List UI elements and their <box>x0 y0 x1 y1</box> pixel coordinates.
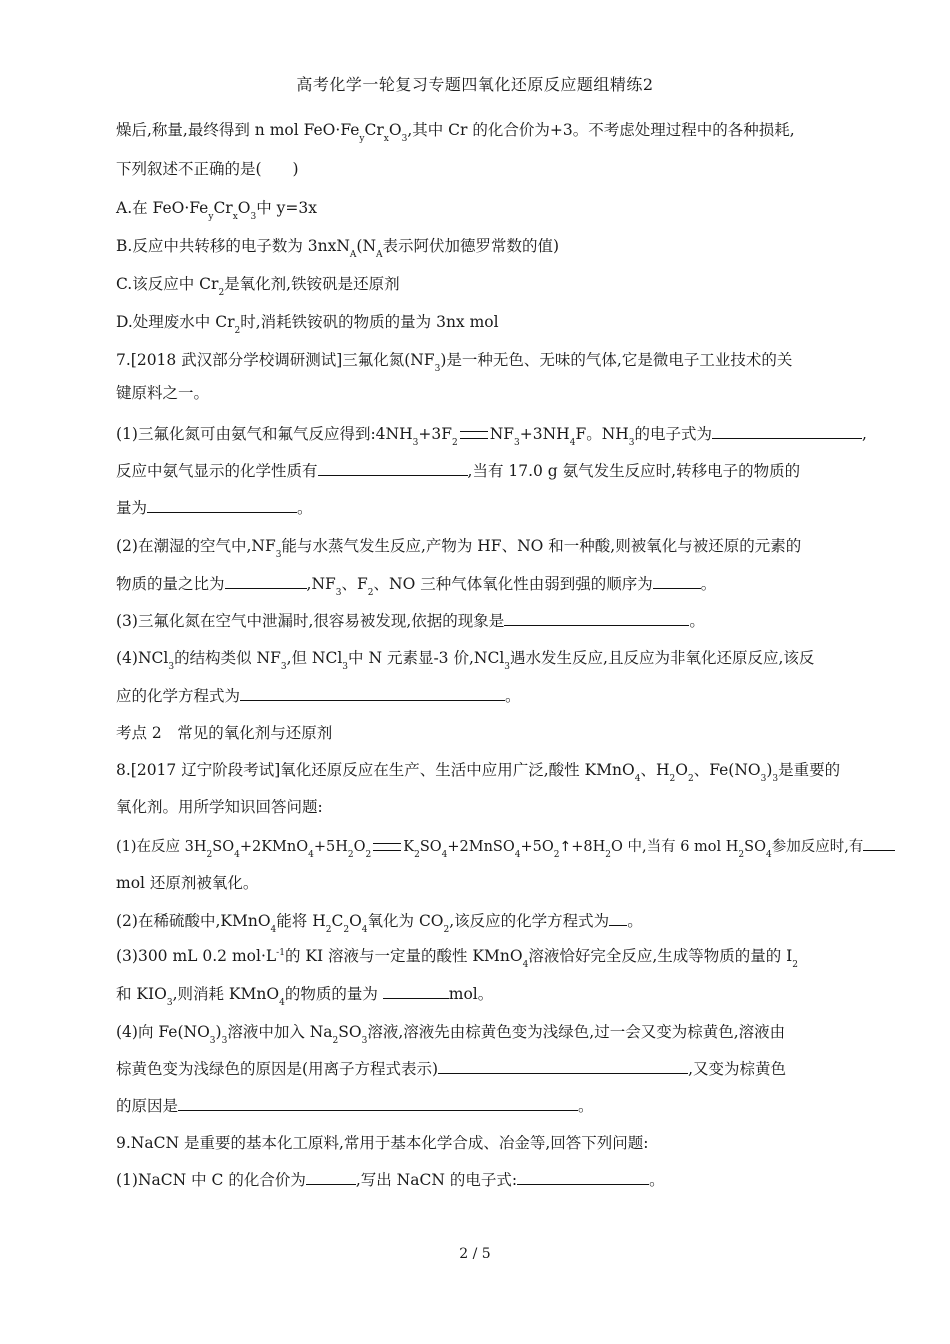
text: SO <box>744 839 766 855</box>
text: O <box>349 912 362 930</box>
subscript: A <box>349 250 357 260</box>
q7-part-2 <box>116 536 801 559</box>
subscript: 2 <box>332 1036 339 1046</box>
subscript: x <box>232 212 238 222</box>
subscript: 2 <box>206 850 213 860</box>
q7-part-4-line-2 <box>116 686 521 706</box>
text: 7.[2018 武汉部分学校调研测试]三氟化氮(NF <box>116 351 435 369</box>
subscript: 3 <box>280 662 287 672</box>
text: 量为 <box>116 499 148 517</box>
answer-blank[interactable] <box>225 574 307 589</box>
text: 应的化学方程式为 <box>116 687 241 705</box>
q8-part-1-line-2 <box>116 873 258 893</box>
subscript: 2 <box>605 850 611 860</box>
subscript: 3 <box>434 364 441 374</box>
text: 反应中氨气显示的化学性质有 <box>116 462 318 480</box>
text: 的原因是 <box>116 1097 179 1115</box>
text: 是重要的 <box>778 761 841 779</box>
q8-part-4-line-2 <box>116 1059 786 1079</box>
q9-part-1 <box>116 1170 665 1190</box>
q8-part-3 <box>116 946 798 969</box>
text: 的结构类似 NF <box>174 649 281 667</box>
text: 。 <box>700 575 717 593</box>
text: 。 <box>578 1097 594 1115</box>
subscript: 3 <box>342 662 349 672</box>
text: 溶液,溶液先由棕黄色变为浅绿色,过一会又变为棕黄色,溶液由 <box>367 1023 786 1041</box>
text: 。 <box>689 612 705 630</box>
text: O <box>675 761 688 779</box>
subscript: 3 <box>166 998 173 1008</box>
text: 。 <box>649 1171 665 1189</box>
text: )是一种无色、无味的气体,它是微电子工业技术的关 <box>440 351 793 369</box>
answer-blank[interactable] <box>318 461 468 476</box>
text: 。 <box>505 687 521 705</box>
text: ) <box>766 761 773 779</box>
q8-part-1 <box>116 836 895 859</box>
text: ,该反应的化学方程式为 <box>449 912 610 930</box>
text: , <box>862 425 867 443</box>
subscript: 2 <box>553 850 560 860</box>
text: 和 KIO <box>116 985 167 1003</box>
subscript: 3 <box>221 1036 228 1046</box>
subscript: 4 <box>765 850 772 860</box>
text: (2)在潮湿的空气中,NF <box>116 537 276 555</box>
text: (3)300 mL 0.2 mol·L <box>116 947 277 965</box>
text: O 中,当有 6 mol H <box>611 839 739 855</box>
text: O <box>237 199 251 217</box>
text: ,当有 17.0 g 氨气发生反应时,转移电子的物质的 <box>467 462 801 480</box>
q9-line-1 <box>116 1133 649 1153</box>
text: 能将 H <box>276 912 326 930</box>
subscript: 2 <box>343 925 350 935</box>
text: (4)向 Fe(NO <box>116 1023 210 1041</box>
q7-part-1-line-2 <box>116 461 800 481</box>
subscript: 2 <box>325 925 332 935</box>
q6-option-a <box>116 198 317 221</box>
q7-part-4 <box>116 648 814 671</box>
text: 燥后,称量,最终得到 n mol FeO·Fe <box>116 121 360 139</box>
text: F。NH <box>575 425 629 443</box>
subscript: 4 <box>308 850 314 860</box>
subscript: 4 <box>234 850 240 860</box>
subscript: 2 <box>347 850 354 860</box>
text: 中 N 元素显-3 价,NCl <box>348 649 505 667</box>
text: 能与水蒸气发生反应,产物为 HF、NO 和一种酸,则被氧化与被还原的元素的 <box>281 537 802 555</box>
answer-blank[interactable] <box>517 1170 649 1185</box>
subscript: 3 <box>168 662 175 672</box>
equals-sign-icon <box>373 843 401 851</box>
answer-blank[interactable] <box>504 611 689 626</box>
answer-blank[interactable] <box>147 498 297 513</box>
subscript: 4 <box>634 774 641 784</box>
answer-blank[interactable] <box>438 1059 688 1074</box>
text: NF <box>489 425 515 443</box>
text: (4)NCl <box>116 649 169 667</box>
subscript: 4 <box>441 850 448 860</box>
subscript: 2 <box>738 850 745 860</box>
text: O <box>388 121 402 139</box>
page-number: 2 / 5 <box>459 1246 491 1262</box>
text: +3F <box>418 425 452 443</box>
text: 的 KI 溶液与一定量的酸性 KMnO <box>284 947 523 965</box>
text: ,NF <box>306 575 336 593</box>
q7-part-1-line-3 <box>116 498 313 518</box>
answer-blank[interactable] <box>609 911 627 926</box>
up-arrow-icon: ↑ <box>559 839 572 855</box>
text: ,又变为棕黄色 <box>688 1060 787 1078</box>
subscript: 3 <box>628 438 635 448</box>
text: A.在 FeO·Fe <box>116 199 209 217</box>
text: 物质的量之比为 <box>116 575 225 593</box>
answer-blank[interactable] <box>383 984 449 999</box>
text: 、NO 三种气体氧化性由弱到强的顺序为 <box>373 575 653 593</box>
subscript: 4 <box>522 960 529 970</box>
subscript: 2 <box>218 288 225 298</box>
text: (2)在稀硫酸中,KMnO <box>116 912 271 930</box>
superscript: -1 <box>276 948 285 958</box>
subscript: 3 <box>250 212 257 222</box>
q8-part-4-line-3 <box>116 1096 594 1116</box>
text: 溶液恰好完全反应,生成等物质的量的 I <box>528 947 793 965</box>
text: D.处理废水中 Cr <box>116 313 235 331</box>
subscript: 2 <box>687 774 694 784</box>
text: K <box>403 839 415 855</box>
text: (1)NaCN 中 C 的化合价为 <box>116 1171 306 1189</box>
subscript: 3 <box>504 662 511 672</box>
subscript: 2 <box>669 774 676 784</box>
answer-blank[interactable] <box>178 1096 578 1111</box>
answer-blank[interactable] <box>653 574 701 589</box>
text: +2KMnO <box>239 839 309 855</box>
text: Cr <box>213 199 233 217</box>
text: 棕黄色变为浅绿色的原因是(用离子方程式表示) <box>116 1060 439 1078</box>
text: mol 还原剂被氧化。 <box>116 874 259 892</box>
subscript: 4 <box>569 438 576 448</box>
subscript: 3 <box>772 774 779 784</box>
text: 表示阿伏加德罗常数的值) <box>382 237 560 255</box>
q6-option-d <box>116 312 499 335</box>
text: 参加反应时,有 <box>771 839 864 855</box>
text: B.反应中共转移的电子数为 3nxN <box>116 237 350 255</box>
text: 遇水发生反应,且反应为非氧化还原反应,该反 <box>510 649 815 667</box>
text: ,但 NCl <box>286 649 343 667</box>
text: (1)三氟化氮可由氨气和氟气反应得到:4NH <box>116 425 413 443</box>
text: +2MnSO <box>447 839 515 855</box>
q6-line-2 <box>116 159 299 179</box>
subscript: A <box>376 250 383 260</box>
subscript: y <box>359 134 365 144</box>
q8-part-2 <box>116 911 643 934</box>
subscript: 3 <box>760 774 767 784</box>
subscript: 2 <box>367 588 374 598</box>
subscript: x <box>383 134 389 144</box>
text: 氧化剂。用所学知识回答问题: <box>116 798 323 816</box>
text: 时,消耗铁铵矾的物质的量为 3nx mol <box>240 313 499 331</box>
subscript: 4 <box>514 850 521 860</box>
q7-part-1 <box>116 424 867 447</box>
text: 的物质的量为 <box>284 985 378 1003</box>
text: 键原料之一。 <box>116 384 210 402</box>
answer-blank[interactable] <box>863 836 895 851</box>
text: +3NH <box>519 425 570 443</box>
subscript: 3 <box>514 438 520 448</box>
text: +8H <box>571 839 606 855</box>
subscript: 3 <box>209 1036 216 1046</box>
q8-part-4 <box>116 1022 785 1045</box>
q6-option-b <box>116 236 559 259</box>
text: SO <box>419 839 442 855</box>
page-header-title: 高考化学一轮复习专题四氧化还原反应题组精练2 <box>296 75 654 94</box>
subscript: 2 <box>443 925 450 935</box>
subscript: 3 <box>361 1036 368 1046</box>
text: 的电子式为 <box>634 425 713 443</box>
text: SO <box>338 1023 362 1041</box>
q6-line-1 <box>116 120 795 143</box>
text: 、Fe(NO <box>693 761 761 779</box>
subscript: 3 <box>412 438 419 448</box>
subscript: y <box>208 212 214 222</box>
text: ,其中 Cr 的化合价为+3。不考虑处理过程中的各种损耗, <box>407 121 795 139</box>
subscript: 2 <box>451 438 458 448</box>
text: 。 <box>627 912 643 930</box>
text: 中 y=3x <box>256 199 318 217</box>
text: Cr <box>364 121 384 139</box>
q8-line-1 <box>116 760 840 783</box>
subscript: 4 <box>270 925 277 935</box>
text: 、F <box>341 575 368 593</box>
section-heading: 考点 2 常见的氧化剂与还原剂 <box>116 724 333 742</box>
q7-line-2 <box>116 383 209 403</box>
text: 9.NaCN 是重要的基本化工原料,常用于基本化学合成、冶金等,回答下列问题: <box>116 1134 649 1152</box>
answer-blank[interactable] <box>240 686 505 701</box>
text: O <box>353 839 366 855</box>
text: C <box>331 912 344 930</box>
subscript: 2 <box>792 960 799 970</box>
text: ) <box>215 1023 222 1041</box>
text: ,则消耗 KMnO <box>172 985 280 1003</box>
q8-part-3-line-2 <box>116 984 493 1007</box>
text: +5H <box>313 839 348 855</box>
q8-line-2 <box>116 797 323 817</box>
text: 溶液中加入 Na <box>227 1023 333 1041</box>
subscript: 3 <box>275 550 282 560</box>
subscript: 4 <box>279 998 285 1008</box>
answer-blank[interactable] <box>712 424 862 439</box>
text: C.该反应中 Cr <box>116 275 219 293</box>
text: (3)三氟化氮在空气中泄漏时,很容易被发现,依据的现象是 <box>116 612 505 630</box>
text: 氧化为 CO <box>367 912 444 930</box>
q6-option-c <box>116 274 400 297</box>
text: 。 <box>297 499 313 517</box>
subscript: 3 <box>401 134 408 144</box>
text: (1)在反应 3H <box>116 839 207 855</box>
text: SO <box>212 839 235 855</box>
q7-line-1 <box>116 350 792 373</box>
text: 8.[2017 辽宁阶段考试]氧化还原反应在生产、生活中应用广泛,酸性 KMnO <box>116 761 635 779</box>
q7-part-2-line-2 <box>116 574 716 597</box>
text: 、H <box>640 761 670 779</box>
q6-prompt: 下列叙述不正确的是( ) <box>116 160 299 178</box>
text: (N <box>356 237 377 255</box>
subscript: 2 <box>234 326 241 336</box>
text: ,写出 NaCN 的电子式: <box>355 1171 518 1189</box>
text: +5O <box>520 839 554 855</box>
answer-blank[interactable] <box>306 1170 356 1185</box>
equals-sign-icon <box>460 431 488 439</box>
text: mol。 <box>448 985 494 1003</box>
subscript: 3 <box>335 588 342 598</box>
subscript: 2 <box>365 850 372 860</box>
q7-part-3 <box>116 611 705 631</box>
subscript: 2 <box>414 850 420 860</box>
subscript: 4 <box>361 925 368 935</box>
text: 是氧化剂,铁铵矾是还原剂 <box>224 275 400 293</box>
